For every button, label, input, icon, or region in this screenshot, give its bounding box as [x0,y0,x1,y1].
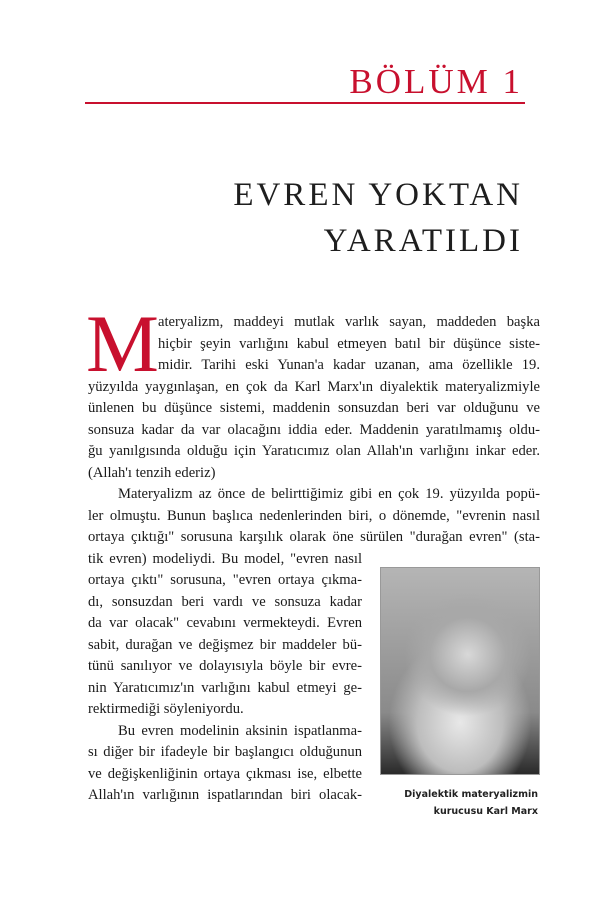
text-line: Materyalizm az önce de belirttiğimiz gibi en çok 19. yüzyılda popü- [118,486,540,502]
title-line: EVREN YOKTAN [233,177,523,213]
title-line: YARATILDI [323,223,523,259]
text-line: Allah'ın varlığının ispatlarından biri olacak- [88,787,362,803]
text-line: (Allah'ı tenzih ederiz) [88,464,216,481]
photo-caption [404,786,538,820]
text-line: ünlenen bu düşünce sistemi, maddenin sonsuzdan beri var olduğunu ve [88,400,540,416]
caption-line: Diyalektik materyalizmin [404,789,538,800]
chapter-heading: BÖLÜM 1 [349,62,523,101]
chapter-title [233,172,523,264]
drop-cap: M [86,298,159,389]
text-line: yüzyılda yaygınlaşan, en çok da Karl Marx'ın diyalektik materyalizmiyle [88,378,540,395]
text-line: Bu evren modelinin aksinin ispatlanma- [118,722,362,739]
text-line: sabit, durağan ve değişmez bir maddeler bü- [88,636,362,653]
text-line: tik evren) modeliydi. Bu model, "evren nasıl [88,550,362,567]
text-line: ateryalizm, maddeyi mutlak varlık sayan, maddeden başka [158,314,540,330]
text-line: ortaya çıktığı" sorusuna karşılık olarak öne sürülen "durağan evren" (sta- [88,529,540,545]
chapter-rule [85,102,525,104]
text-line: da var olacak" cevabını vermekteydi. Evren [88,615,362,631]
text-line: sonsuza kadar da var olacağını iddia eder. Maddenin yaratılmamış oldu- [88,421,540,438]
text-line: midir. Tarihi eski Yunan'a kadar uzanan, ama özellikle 19. [158,357,540,373]
text-line: rektirmediği söyleniyordu. [88,701,244,717]
text-line: tünü sanılıyor ve dolayısıyla böyle bir evre- [88,658,362,674]
text-line: ğu yanılgısında olduğu için Yaratıcımız olan Allah'ın varlığını inkar eder. [88,443,540,459]
text-line: ler olmuştu. Bunun başlıca nedenlerinden biri, o dönemde, "evrenin nasıl [88,507,540,524]
caption-line: kurucusu Karl Marx [433,806,538,817]
text-line: dı, sonsuzdan beri vardı ve sonsuza kadar [88,593,362,610]
text-line: nin Yaratıcımız'ın varlığını kabul etmeyi ge- [88,679,362,696]
text-line: hiçbir şeyin varlığını kabul etmeyen batıl bir düşünce siste- [158,335,540,352]
text-line: ortaya çıktı" sorusuna, "evren ortaya çıkma- [88,572,362,588]
text-line: sı diğer bir ifadeyle bir başlangıcı olduğunun [88,744,362,760]
karl-marx-portrait [380,567,540,775]
text-line: ve değişkenliğinin ortaya çıkması ise, elbette [88,765,362,782]
